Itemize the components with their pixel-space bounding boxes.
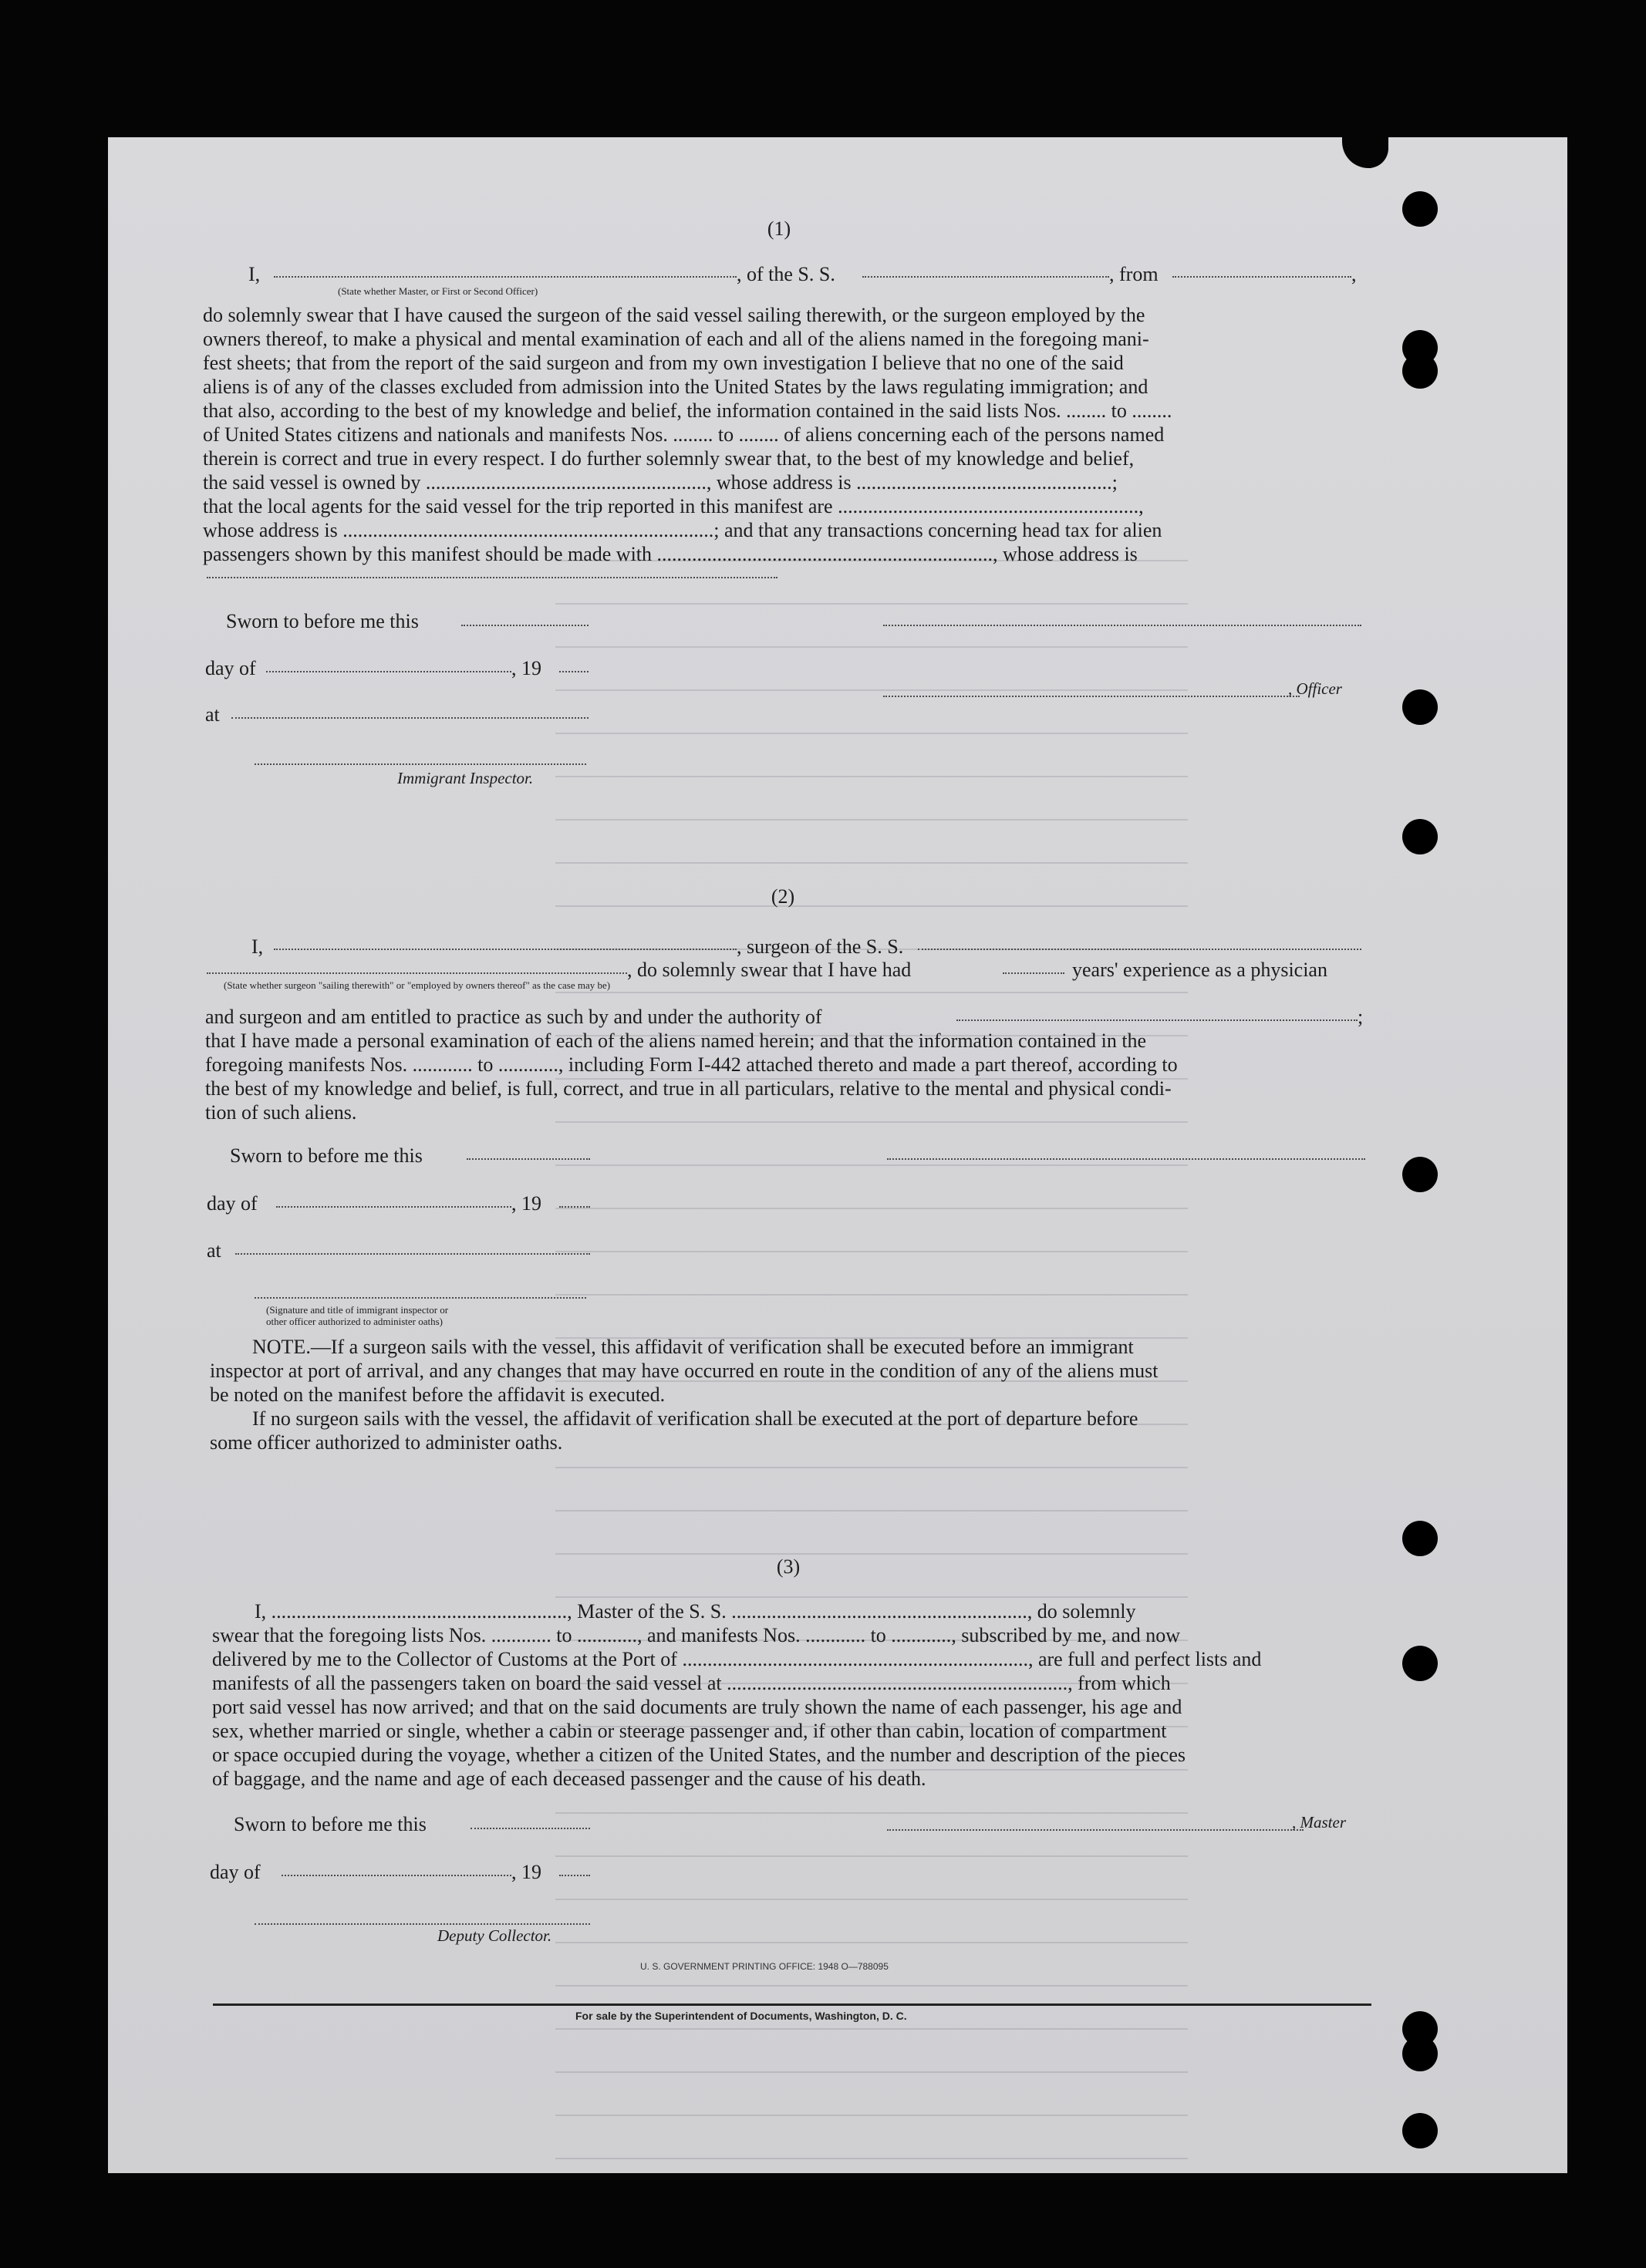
text-line: aliens is of any of the classes excluded from admission into the United States by the laws regulating immigration; and: [203, 376, 1148, 398]
punct: ;: [1358, 1006, 1364, 1028]
vessel-name-field[interactable]: [862, 276, 1109, 278]
at-field[interactable]: [231, 717, 589, 719]
punch-hole: [1402, 2036, 1438, 2071]
years-field[interactable]: [1003, 972, 1064, 974]
authority-label: and surgeon and am entitled to practice as such by and under the authority of: [205, 1006, 822, 1028]
oath-paragraph-2: [205, 1029, 1362, 1124]
sworn-date-field[interactable]: [471, 1828, 590, 1829]
vessel-label: , of the S. S.: [737, 263, 835, 285]
surgeon-signature-field[interactable]: [887, 1158, 1365, 1160]
year-field[interactable]: [559, 671, 589, 672]
master-signature-field[interactable]: [887, 1829, 1304, 1831]
note-paragraph: [210, 1335, 1367, 1454]
inspector-label: Immigrant Inspector.: [397, 769, 534, 787]
signature-caption: other officer authorized to administer oaths): [266, 1316, 443, 1327]
punch-hole: [1402, 191, 1438, 227]
deputy-label: Deputy Collector.: [437, 1926, 552, 1945]
text-line: owners thereof, to make a physical and mental examination of each and all of the aliens named in the foregoing mani-: [203, 328, 1149, 350]
officer-label: , Officer: [1288, 679, 1342, 698]
sworn-date-field[interactable]: [461, 625, 589, 626]
text-line: NOTE.—If a surgeon sails with the vessel, this affidavit of verification shall be executed before an immigrant: [252, 1336, 1134, 1358]
text-line: of baggage, and the name and age of each deceased passenger and the cause of his death.: [212, 1768, 926, 1790]
text-line: do solemnly swear that I have caused the surgeon of the said vessel sailing therewith, or the surgeon employed by the: [203, 304, 1145, 326]
text-line: that I have made a personal examination of each of the aliens named herein; and that the information contained in the: [205, 1030, 1147, 1052]
years-label: years' experience as a physician: [1072, 959, 1327, 981]
surgeon-type-field[interactable]: [207, 972, 627, 974]
sworn-date-field[interactable]: [467, 1158, 590, 1160]
oath-i: I,: [248, 263, 261, 285]
punch-hole: [1402, 1521, 1438, 1556]
surgeon-name-field[interactable]: [274, 949, 737, 950]
field-caption: (State whether Master, or First or Second Officer): [338, 285, 538, 297]
text-line: that the local agents for the said vessel for the trip reported in this manifest are ............................................................,: [203, 495, 1144, 517]
text-line: fest sheets; that from the report of the said surgeon and from my own investigation I believe that no one of the said: [203, 352, 1124, 374]
text-line: that also, according to the best of my knowledge and belief, the information contained in the said lists Nos. ........ to ........: [203, 399, 1172, 422]
punch-hole: [1402, 689, 1438, 725]
gpo-imprint: U. S. GOVERNMENT PRINTING OFFICE: 1948 O—788095: [640, 1961, 889, 1972]
deputy-signature-field[interactable]: [255, 1923, 590, 1925]
day-label: day of: [205, 657, 256, 679]
field-caption: (State whether surgeon "sailing therewith" or "employed by owners thereof" as the case may be): [224, 979, 611, 991]
master-name-field[interactable]: [274, 276, 737, 278]
punch-hole: [1402, 1646, 1438, 1681]
sworn-label: Sworn to before me this: [234, 1813, 427, 1835]
text-line: whose address is ..........................................................................; and that any transactions concerning head tax for alien: [203, 519, 1162, 541]
from-port-field[interactable]: [1172, 276, 1351, 278]
punct: ,: [1351, 263, 1357, 285]
text-line: foregoing manifests Nos. ............ to ............, including Form I-442 attached thereto and made a part thereof, according to: [205, 1053, 1178, 1076]
authority-field[interactable]: [956, 1019, 1358, 1021]
officer-line[interactable]: [883, 696, 1300, 697]
sworn-label: Sworn to before me this: [230, 1144, 423, 1167]
year-field[interactable]: [559, 1875, 590, 1876]
oath-i: I,: [251, 935, 264, 958]
punch-hole: [1402, 353, 1438, 389]
sworn-label: Sworn to before me this: [226, 610, 419, 632]
text-line: port said vessel has now arrived; and that on the said documents are truly shown the name of each passenger, his age and: [212, 1696, 1182, 1718]
text-line: manifests of all the passengers taken on board the said vessel at ...................................................................., from which: [212, 1672, 1171, 1694]
punch-hole: [1402, 819, 1438, 854]
text-line: inspector at port of arrival, and any changes that may have occurred en route in the condition of any of the aliens must: [210, 1360, 1159, 1382]
day-field[interactable]: [276, 1206, 511, 1208]
oath-paragraph-3: [212, 1599, 1369, 1791]
text-line: the said vessel is owned by ........................................................, whose address is ...................................................;: [203, 471, 1118, 494]
officer-signature-field[interactable]: [883, 625, 1361, 626]
sale-notice: For sale by the Superintendent of Documents, Washington, D. C.: [575, 2010, 907, 2022]
text-line: I, ..........................................................., Master of the S. S. ..........................................................., do solemnly: [255, 1600, 1136, 1623]
day-label: day of: [210, 1861, 261, 1883]
text-line: swear that the foregoing lists Nos. ............ to ............, and manifests Nos. ............ to ............, subscribed by me, and now: [212, 1624, 1181, 1646]
address-continuation-field[interactable]: [207, 577, 777, 578]
from-label: , from: [1109, 263, 1159, 285]
text-line: sex, whether married or single, whether a cabin or steerage passenger and, if other than cabin, location of compartment: [212, 1720, 1167, 1742]
year-label: , 19: [511, 1192, 541, 1215]
day-label: day of: [207, 1192, 258, 1215]
year-label: , 19: [511, 657, 541, 679]
inspector-signature-field[interactable]: [255, 763, 586, 765]
day-field[interactable]: [282, 1875, 511, 1876]
section-number: (3): [776, 1555, 801, 1578]
swear-label: , do solemnly swear that I have had: [627, 959, 912, 981]
punch-hole: [1402, 2113, 1438, 2148]
officer-signature-field[interactable]: [255, 1297, 586, 1299]
text-line: some officer authorized to administer oaths.: [210, 1431, 563, 1454]
year-field[interactable]: [559, 1206, 590, 1208]
text-line: tion of such aliens.: [205, 1101, 357, 1124]
signature-caption: (Signature and title of immigrant inspector or: [266, 1304, 449, 1316]
text-line: be noted on the manifest before the affidavit is executed.: [210, 1383, 666, 1406]
text-line: therein is correct and true in every respect. I do further solemnly swear that, to the best of my knowledge and belief,: [203, 447, 1135, 470]
master-label: , Master: [1292, 1813, 1346, 1832]
punch-hole: [1402, 1157, 1438, 1192]
text-line: delivered by me to the Collector of Customs at the Port of ....................................................................., are full and perfect lists and: [212, 1648, 1262, 1670]
text-line: or space occupied during the voyage, whether a citizen of the United States, and the number and description of the pieces: [212, 1744, 1186, 1766]
oath-paragraph-1: [203, 303, 1360, 566]
section-number: (1): [767, 217, 791, 240]
text-line: of United States citizens and nationals and manifests Nos. ........ to ........ of aliens concerning each of the persons named: [203, 423, 1165, 446]
section-number: (2): [771, 885, 795, 908]
at-field[interactable]: [235, 1253, 590, 1255]
text-line: the best of my knowledge and belief, is full, correct, and true in all particulars, relative to the mental and physical condi-: [205, 1077, 1172, 1100]
surgeon-vessel-field[interactable]: [918, 949, 1361, 950]
at-label: at: [205, 703, 220, 726]
footer-rule: [213, 2003, 1371, 2006]
at-label: at: [207, 1239, 221, 1262]
year-label: , 19: [511, 1861, 541, 1883]
text-line: If no surgeon sails with the vessel, the affidavit of verification shall be executed at the port of departure before: [252, 1407, 1138, 1430]
day-field[interactable]: [266, 671, 511, 672]
text-line: passengers shown by this manifest should be made with ..................................................................., whose address is: [203, 543, 1138, 565]
surgeon-vessel-label: , surgeon of the S. S.: [737, 935, 904, 958]
